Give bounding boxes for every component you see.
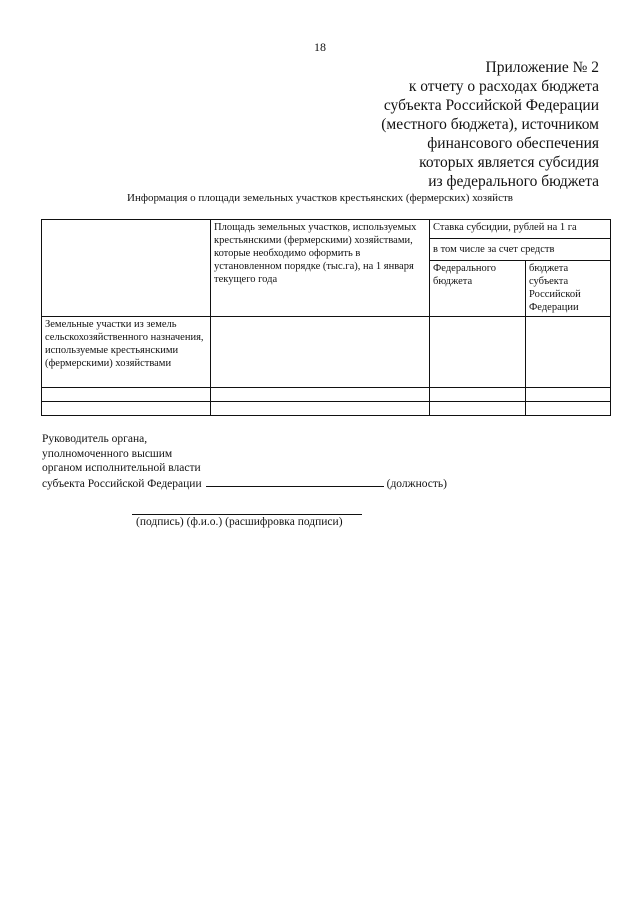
- table-row-label: [42, 388, 211, 402]
- header-area: Площадь земельных участков, используемых крестьянскими (фермерскими) хозяйствами, которые необходимо оформить в установленном порядке (тыс.га), на 1 января текущего года: [211, 220, 430, 317]
- signature-line-last: [42, 476, 602, 492]
- signature-block: [42, 432, 602, 491]
- table-cell: [211, 388, 430, 402]
- position-blank[interactable]: [206, 476, 384, 487]
- table-cell: [211, 317, 430, 388]
- signature-line: органом исполнительной власти: [42, 462, 201, 474]
- table-row-label: Земельные участки из земель сельскохозяйственного назначения, используемые крестьянскими (фермерскими) хозяйствами: [42, 317, 211, 388]
- appendix-line: к отчету о расходах бюджета: [408, 78, 599, 95]
- signature-caption: (подпись) (ф.и.о.) (расшифровка подписи): [136, 516, 343, 528]
- table-title: Информация о площади земельных участков крестьянских (фермерских) хозяйств: [127, 192, 513, 204]
- table-cell: [211, 402, 430, 416]
- land-area-table: [41, 219, 611, 416]
- header-subsidy-rate: Ставка субсидии, рублей на 1 га: [430, 220, 611, 239]
- table-cell: [526, 317, 611, 388]
- table-cell: [526, 388, 611, 402]
- table-row-label: [42, 402, 211, 416]
- signature-line: уполномоченного высшим: [42, 447, 173, 460]
- signature-line: Руководитель органа,: [42, 433, 148, 445]
- table-cell: [430, 317, 526, 388]
- appendix-line: субъекта Российской Федерации: [383, 97, 599, 114]
- header-regional-budget: бюджета субъекта Российской Федерации: [526, 261, 611, 317]
- appendix-line: финансового обеспечения: [427, 135, 599, 152]
- table-cell: [430, 388, 526, 402]
- table-cell: [430, 402, 526, 416]
- page-number: 18: [314, 40, 326, 54]
- appendix-line: (местного бюджета), источником: [381, 116, 599, 133]
- position-label: (должность): [386, 477, 447, 490]
- appendix-line: Приложение № 2: [485, 59, 599, 76]
- header-including: в том числе за счет средств: [430, 239, 611, 261]
- appendix-header: [269, 58, 599, 191]
- header-empty-cell: [42, 220, 211, 317]
- signature-rule[interactable]: [132, 514, 362, 515]
- signature-line-text: субъекта Российской Федерации: [42, 477, 202, 490]
- header-federal-budget: Федерального бюджета: [430, 261, 526, 317]
- table-cell: [526, 402, 611, 416]
- appendix-line: из федерального бюджета: [428, 173, 599, 190]
- appendix-line: которых является субсидия: [419, 154, 599, 171]
